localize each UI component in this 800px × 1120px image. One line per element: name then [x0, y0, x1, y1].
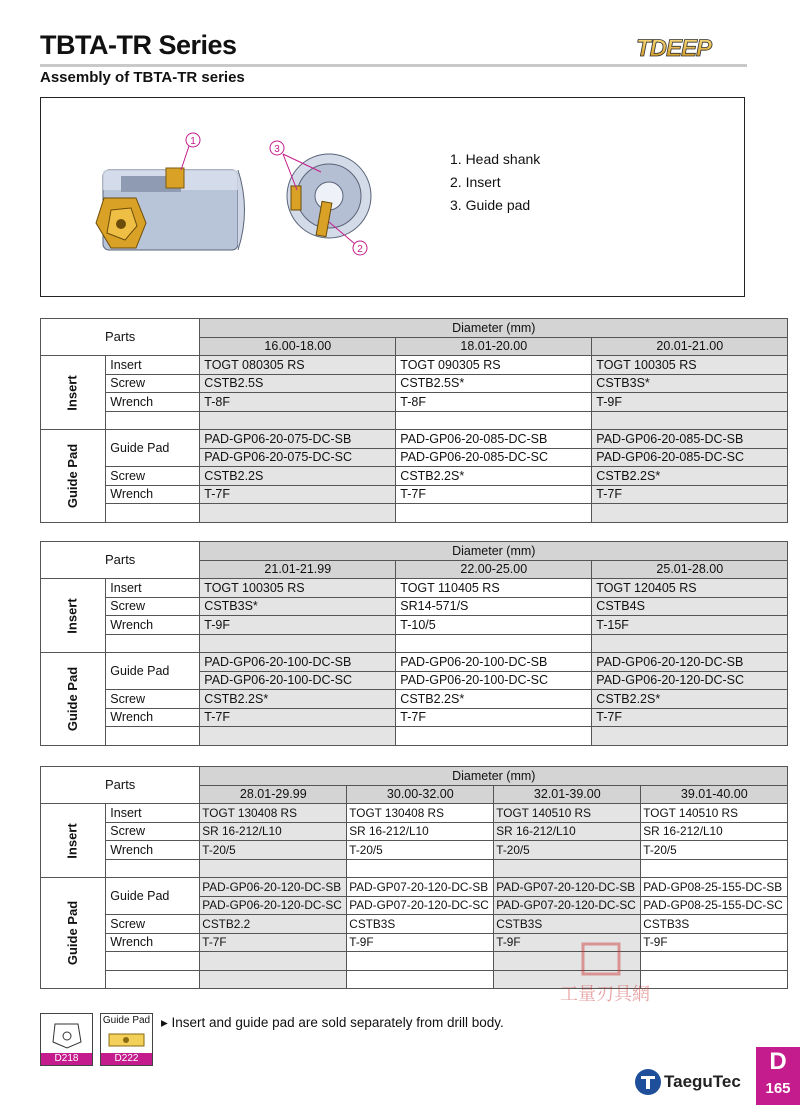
table-cell: CSTB4S — [592, 597, 788, 616]
table-row — [41, 822, 788, 841]
table-cell: SR 16-212/L10 — [494, 822, 641, 841]
insert-group-label: Insert — [41, 356, 106, 430]
table-cell: CSTB2.2S — [200, 467, 396, 486]
table-cell: T-7F — [200, 485, 396, 504]
legend-item-guide-pad: 3. Guide pad — [450, 197, 531, 213]
table-cell — [592, 411, 788, 430]
svg-text:工量刃具網: 工量刃具網 — [560, 984, 650, 1005]
row-label — [106, 504, 200, 523]
table-cell: TOGT 100305 RS — [592, 356, 788, 375]
table-row — [41, 933, 788, 952]
row-label: Wrench — [106, 933, 200, 952]
diameter-header: Diameter (mm) — [200, 542, 788, 561]
table-cell: PAD-GP08-25-155-DC-SB — [641, 878, 788, 897]
row-label: Wrench — [106, 616, 200, 635]
table-cell: PAD-GP08-25-155-DC-SC — [641, 896, 788, 915]
table-cell: PAD-GP06-20-100-DC-SC — [200, 671, 396, 690]
table-cell: PAD-GP06-20-075-DC-SB — [200, 430, 396, 449]
table-row — [41, 804, 788, 823]
footnote-text: Insert and guide pad are sold separately from drill body. — [171, 1015, 504, 1030]
table-cell: TOGT 140510 RS — [641, 804, 788, 823]
table-cell: PAD-GP06-20-100-DC-SB — [396, 653, 592, 672]
row-label: Insert — [106, 804, 200, 823]
table-cell: CSTB3S* — [200, 597, 396, 616]
diameter-range: 30.00-32.00 — [347, 785, 494, 804]
table-cell — [396, 727, 592, 746]
table-cell: SR 16-212/L10 — [200, 822, 347, 841]
head-shank-side-view — [96, 168, 245, 250]
table-cell: CSTB2.2S* — [396, 467, 592, 486]
table-cell: T-7F — [396, 708, 592, 727]
title-rule — [40, 64, 747, 67]
legend-item-insert: 2. Insert — [450, 174, 501, 190]
insert-reference-icon[interactable] — [40, 1013, 93, 1066]
table-cell: T-8F — [396, 393, 592, 412]
table-cell: T-9F — [641, 933, 788, 952]
table-cell: CSTB2.2 — [200, 915, 347, 934]
guide-pad-reference-icon[interactable] — [100, 1013, 153, 1066]
table-cell: PAD-GP07-20-120-DC-SC — [494, 896, 641, 915]
assembly-figure — [40, 97, 745, 297]
table-cell: PAD-GP06-20-085-DC-SC — [396, 448, 592, 467]
table-row — [41, 356, 788, 375]
table-cell — [396, 411, 592, 430]
table-cell — [641, 859, 788, 878]
insert-reference-page: D218 — [41, 1053, 92, 1065]
table-cell: TOGT 130408 RS — [347, 804, 494, 823]
table-row-spacer — [41, 504, 788, 523]
legend-item-head-shank: 1. Head shank — [450, 151, 541, 167]
diameter-range: 21.01-21.99 — [200, 560, 396, 579]
table-cell: T-7F — [592, 485, 788, 504]
table-cell: PAD-GP07-20-120-DC-SC — [347, 896, 494, 915]
table-cell: CSTB2.5S* — [396, 374, 592, 393]
table-cell: T-7F — [592, 708, 788, 727]
taegutec-logo — [632, 1066, 752, 1100]
table-cell: CSTB3S — [641, 915, 788, 934]
table-row-spacer — [41, 952, 788, 971]
row-label: Guide Pad — [106, 878, 200, 915]
head-shank-end-view — [287, 154, 371, 238]
row-label: Wrench — [106, 393, 200, 412]
insert-group-label: Insert — [41, 804, 106, 878]
table-cell: T-8F — [200, 393, 396, 412]
table-cell: TOGT 090305 RS — [396, 356, 592, 375]
table-cell: CSTB2.2S* — [592, 690, 788, 709]
table-cell — [347, 970, 494, 989]
table-cell: PAD-GP06-20-120-DC-SB — [592, 653, 788, 672]
table-cell: T-15F — [592, 616, 788, 635]
table-row-spacer — [41, 859, 788, 878]
table-cell — [200, 859, 347, 878]
row-label: Screw — [106, 597, 200, 616]
table-cell: T-9F — [200, 616, 396, 635]
diameter-range: 16.00-18.00 — [200, 337, 396, 356]
figure-legend — [450, 148, 540, 217]
table-cell: T-20/5 — [347, 841, 494, 860]
table-row — [41, 616, 788, 635]
table-row — [41, 485, 788, 504]
row-label: Wrench — [106, 708, 200, 727]
diameter-range: 22.00-25.00 — [396, 560, 592, 579]
diameter-header: Diameter (mm) — [200, 767, 788, 786]
table-row — [41, 467, 788, 486]
table-cell: T-7F — [200, 708, 396, 727]
table-cell — [200, 634, 396, 653]
table-cell — [200, 952, 347, 971]
page-subtitle: Assembly of TBTA-TR series — [40, 69, 245, 86]
table-row — [41, 430, 788, 449]
row-label — [106, 970, 200, 989]
parts-table — [40, 541, 788, 746]
footnote — [161, 1015, 504, 1031]
parts-header: Parts — [41, 319, 200, 356]
watermark — [535, 940, 675, 1010]
row-label — [106, 727, 200, 746]
table-cell — [592, 504, 788, 523]
diameter-range: 25.01-28.00 — [592, 560, 788, 579]
parts-header: Parts — [41, 542, 200, 579]
table-cell — [396, 634, 592, 653]
svg-text:1: 1 — [190, 136, 196, 147]
row-label — [106, 411, 200, 430]
table-row-spacer — [41, 411, 788, 430]
table-cell: PAD-GP06-20-120-DC-SB — [200, 878, 347, 897]
table-row — [41, 374, 788, 393]
guide-pad-group-label: Guide Pad — [41, 653, 106, 746]
row-label — [106, 634, 200, 653]
table-cell: T-7F — [396, 485, 592, 504]
guide-pad-reference-page: D222 — [101, 1053, 152, 1065]
table-cell: CSTB3S — [347, 915, 494, 934]
table-cell: TOGT 120405 RS — [592, 579, 788, 598]
table-row — [41, 708, 788, 727]
table-cell: TOGT 100305 RS — [200, 579, 396, 598]
tdeep-logo — [632, 32, 750, 62]
callout-1 — [181, 133, 200, 170]
svg-text:2: 2 — [357, 244, 363, 255]
table-cell — [200, 970, 347, 989]
table-cell: T-20/5 — [641, 841, 788, 860]
table-cell — [592, 634, 788, 653]
parts-table — [40, 318, 788, 523]
diameter-range: 18.01-20.00 — [396, 337, 592, 356]
table-cell: CSTB2.2S* — [200, 690, 396, 709]
row-label: Wrench — [106, 485, 200, 504]
company-name: TaeguTec — [664, 1072, 741, 1091]
table-cell: PAD-GP06-20-085-DC-SB — [592, 430, 788, 449]
assembly-drawing — [41, 98, 746, 298]
table-cell — [200, 411, 396, 430]
guide-pad-group-label: Guide Pad — [41, 430, 106, 523]
row-label: Guide Pad — [106, 653, 200, 690]
row-label: Screw — [106, 915, 200, 934]
parts-table — [40, 766, 788, 989]
guide-pad-icon — [101, 1026, 152, 1054]
table-cell: T-10/5 — [396, 616, 592, 635]
table-cell — [200, 504, 396, 523]
row-label: Screw — [106, 374, 200, 393]
svg-text:TDEEP: TDEEP — [636, 35, 712, 62]
table-cell: CSTB2.5S — [200, 374, 396, 393]
table-cell: PAD-GP07-20-120-DC-SB — [494, 878, 641, 897]
table-cell: T-20/5 — [200, 841, 347, 860]
table-row — [41, 690, 788, 709]
parts-header: Parts — [41, 767, 200, 804]
table-cell: TOGT 130408 RS — [200, 804, 347, 823]
guide-pad-group-label: Guide Pad — [41, 878, 106, 989]
table-cell: CSTB3S — [494, 915, 641, 934]
table-row — [41, 597, 788, 616]
table-row — [41, 653, 788, 672]
table-cell: PAD-GP06-20-085-DC-SC — [592, 448, 788, 467]
section-tab — [756, 1047, 800, 1105]
table-cell: TOGT 110405 RS — [396, 579, 592, 598]
table-header-row — [41, 542, 788, 561]
guide-pad-icon-label: Guide Pad — [102, 1015, 151, 1026]
table-cell: T-9F — [592, 393, 788, 412]
table-cell — [347, 859, 494, 878]
table-cell: TOGT 140510 RS — [494, 804, 641, 823]
page-number: 165 — [765, 1080, 791, 1097]
table-cell: TOGT 080305 RS — [200, 356, 396, 375]
table-cell — [347, 952, 494, 971]
diameter-header: Diameter (mm) — [200, 319, 788, 338]
svg-text:3: 3 — [274, 144, 280, 155]
table-header-row — [41, 319, 788, 338]
table-cell: PAD-GP06-20-120-DC-SC — [200, 896, 347, 915]
table-cell: SR 16-212/L10 — [641, 822, 788, 841]
diameter-range: 39.01-40.00 — [641, 785, 788, 804]
table-cell: SR14-571/S — [396, 597, 592, 616]
table-row — [41, 393, 788, 412]
table-cell: CSTB3S* — [592, 374, 788, 393]
row-label: Wrench — [106, 841, 200, 860]
table-cell: T-9F — [347, 933, 494, 952]
table-cell — [396, 504, 592, 523]
table-cell: PAD-GP06-20-120-DC-SC — [592, 671, 788, 690]
table-row — [41, 915, 788, 934]
table-cell: T-20/5 — [494, 841, 641, 860]
table-row — [41, 579, 788, 598]
row-label: Screw — [106, 822, 200, 841]
table-cell: PAD-GP06-20-100-DC-SC — [396, 671, 592, 690]
insert-group-label: Insert — [41, 579, 106, 653]
table-cell — [200, 727, 396, 746]
page-title: TBTA-TR Series — [40, 30, 237, 60]
table-cell: CSTB2.2S* — [396, 690, 592, 709]
diameter-range: 20.01-21.00 — [592, 337, 788, 356]
table-cell: PAD-GP06-20-085-DC-SB — [396, 430, 592, 449]
table-cell: T-9F — [494, 933, 641, 952]
diameter-range: 28.01-29.99 — [200, 785, 347, 804]
taegutec-emblem-icon — [634, 1068, 662, 1096]
row-label: Screw — [106, 690, 200, 709]
table-cell: PAD-GP07-20-120-DC-SB — [347, 878, 494, 897]
bullet-arrow-icon: ▸ — [161, 1015, 172, 1030]
table-cell — [592, 727, 788, 746]
table-cell: SR 16-212/L10 — [347, 822, 494, 841]
table-row — [41, 841, 788, 860]
table-cell: PAD-GP06-20-075-DC-SC — [200, 448, 396, 467]
table-cell: CSTB2.2S* — [592, 467, 788, 486]
table-header-row — [41, 767, 788, 786]
table-cell — [494, 859, 641, 878]
row-label: Screw — [106, 467, 200, 486]
table-row — [41, 878, 788, 897]
row-label — [106, 859, 200, 878]
table-row-spacer — [41, 634, 788, 653]
row-label: Insert — [106, 579, 200, 598]
section-letter: D — [769, 1048, 787, 1075]
row-label: Insert — [106, 356, 200, 375]
row-label: Guide Pad — [106, 430, 200, 467]
diameter-range: 32.01-39.00 — [494, 785, 641, 804]
table-row-spacer — [41, 970, 788, 989]
insert-icon — [41, 1014, 92, 1052]
table-cell: PAD-GP06-20-100-DC-SB — [200, 653, 396, 672]
table-row-spacer — [41, 727, 788, 746]
row-label — [106, 952, 200, 971]
table-cell: T-7F — [200, 933, 347, 952]
